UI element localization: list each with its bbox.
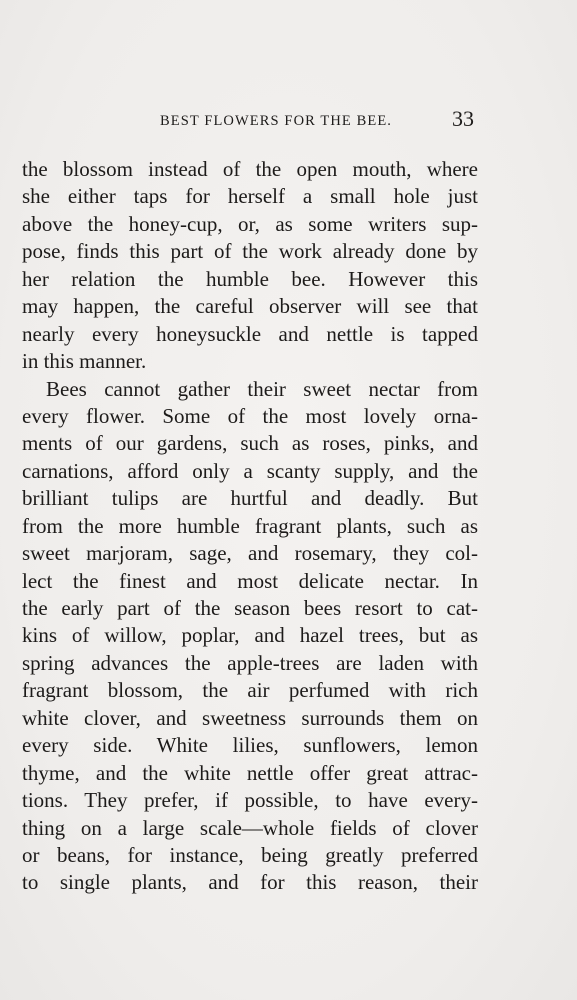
text-line: lect the finest and most delicate nectar. In [22, 568, 478, 593]
text-line: every side. White lilies, sunflowers, lemon [22, 733, 478, 758]
text-line: every flower. Some of the most lovely orna- [22, 403, 478, 428]
text-line: tions. They prefer, if possible, to have every- [22, 788, 478, 813]
text-line: white clover, and sweetness surrounds them on [22, 705, 478, 730]
text-line: thing on a large scale—whole fields of clover [22, 815, 478, 840]
text-line: above the honey-cup, or, as some writers sup- [22, 211, 478, 236]
text-line: the blossom instead of the open mouth, where [22, 157, 478, 181]
text-line: kins of willow, poplar, and hazel trees, but as [22, 623, 478, 648]
text-line: nearly every honeysuckle and nettle is tapped [22, 321, 478, 346]
text-line: or beans, for instance, being greatly preferred [22, 842, 478, 867]
text-line: she either taps for herself a small hole just [22, 184, 478, 209]
text-line: her relation the humble bee. However this [22, 266, 478, 291]
text-line: in this manner. [22, 349, 147, 374]
text-line: brilliant tulips are hurtful and deadly. But [22, 486, 478, 511]
text-line: sweet marjoram, sage, and rosemary, they col- [22, 541, 478, 566]
text-line: spring advances the apple-trees are laden with [22, 650, 478, 675]
text-line: may happen, the careful observer will see that [22, 294, 478, 319]
text-line: carnations, afford only a scanty supply, and the [22, 458, 478, 483]
text-line: fragrant blossom, the air perfumed with rich [22, 678, 478, 703]
body-text [22, 156, 478, 897]
text-line: pose, finds this part of the work already done by [22, 239, 478, 264]
text-line: thyme, and the white nettle offer great attrac- [22, 760, 478, 785]
running-head: BEST FLOWERS FOR THE BEE. [160, 113, 393, 129]
text-line: Bees cannot gather their sweet nectar from [46, 376, 478, 401]
text-line: from the more humble fragrant plants, such as [22, 513, 478, 538]
page-number: 33 [452, 106, 474, 131]
text-line: ments of our gardens, such as roses, pinks, and [22, 431, 478, 456]
text-line: the early part of the season bees resort to cat- [22, 596, 478, 620]
text-line: to single plants, and for this reason, their [22, 870, 478, 895]
